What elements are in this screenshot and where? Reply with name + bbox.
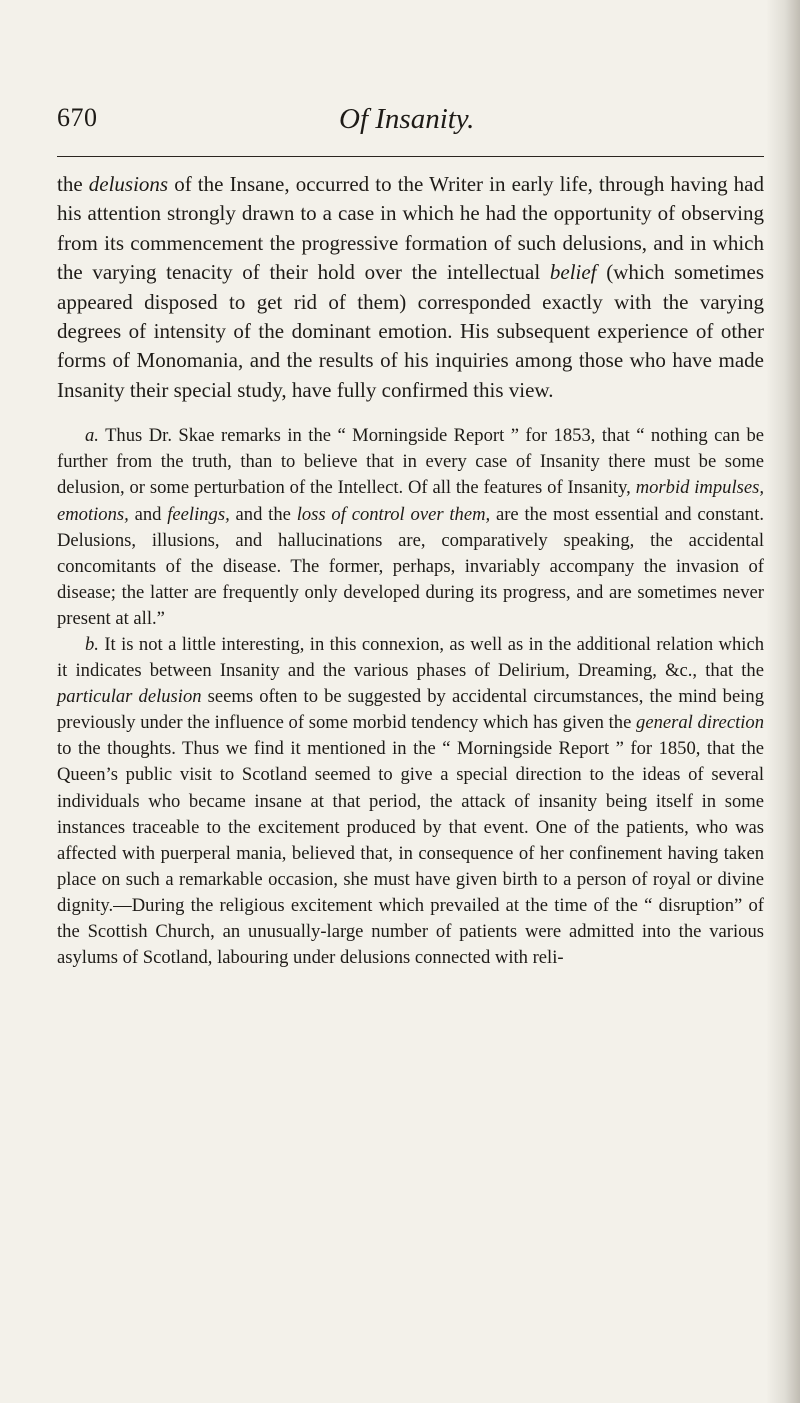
footnote-b [57, 632, 764, 971]
body-text [57, 170, 764, 971]
text-run: to the thoughts. Thus we find it mentioned in the “ Morningside Report ” for 1850, that the Queen’s public visit to Scotland seemed to give a special direction to the ideas of several individuals who became insane at that period, the attack of insanity being itself in some instances traceable to the excitement produced by that event. One of the patients, who was affected with puerperal mania, believed that, in consequence of her confinement having taken place on such a remarkable occasion, she must have given birth to a person of royal or divine dignity.—During the religious excitement which prevailed at the time of the “ disruption” of the Scottish Church, an unusually-large number of patients were admitted into the various asylums of Scotland, labouring under delusions connected with reli- [57, 738, 764, 969]
text-run: seems often to be suggested by accidental circumstances, the mind being previously under the influence of some morbid tendency which has given the [57, 686, 764, 734]
emphasis: belief [549, 260, 597, 285]
text-run: are the most essential and constant. Delusions, illusions, and hallucinations are, comparatively speaking, the accidental concomitants of the disease. The former, perhaps, invariably accompany the invasion of disease; the latter are frequently only developed during its progress, and are sometimes never present at all.” [57, 503, 765, 629]
emphasis: morbid impulses, emotions, [57, 477, 764, 525]
text-run: the [57, 172, 89, 196]
text-run: Thus Dr. Skae remarks in the “ Morningside Report ” for 1853, that “ nothing can be further from the truth, than to believe that in every case of Insanity there must be some delusion, or some perturbation of the Intellect. Of all the features of Insanity, [57, 425, 764, 499]
text-run: It is not a little interesting, in this connexion, as well as in the additional relation which it indicates between Insanity and the various phases of Delirium, Dreaming, &c., that the [57, 634, 764, 682]
footnote-a [57, 423, 764, 632]
footnote-marker: a. [85, 425, 99, 447]
header-rule [57, 156, 764, 157]
text-run: and the [229, 503, 297, 525]
text-run: of the Insane, occurred to the Writer in early life, through having had his attention strongly drawn to a case in which he had the opportunity of observing from its commencement the progressive formation of such delusions, and in which the varying tenacity of their hold over the intellectual [57, 172, 765, 285]
paragraph-gap [57, 405, 764, 423]
emphasis: delusions [88, 172, 169, 196]
emphasis: general direction [636, 712, 764, 734]
emphasis: feelings, [167, 503, 230, 525]
lead-paragraph [57, 170, 764, 405]
text-run: and [128, 503, 168, 525]
text-run: (which sometimes appeared disposed to get rid of them) corresponded exactly with the varying degrees of intensity of the dominant emotion. His subsequent experience of other forms of Monomania, and the results of his inquiries among those who have made Insanity their special study, have fully confirmed this view. [57, 260, 765, 402]
emphasis: loss of control over them, [296, 503, 491, 525]
page-number: 670 [57, 103, 98, 132]
page-header [57, 103, 777, 143]
running-title: Of Insanity. [339, 103, 475, 135]
binding-shadow [766, 0, 800, 1403]
footnote-marker: b. [85, 634, 99, 655]
emphasis: particular delusion [57, 686, 202, 708]
